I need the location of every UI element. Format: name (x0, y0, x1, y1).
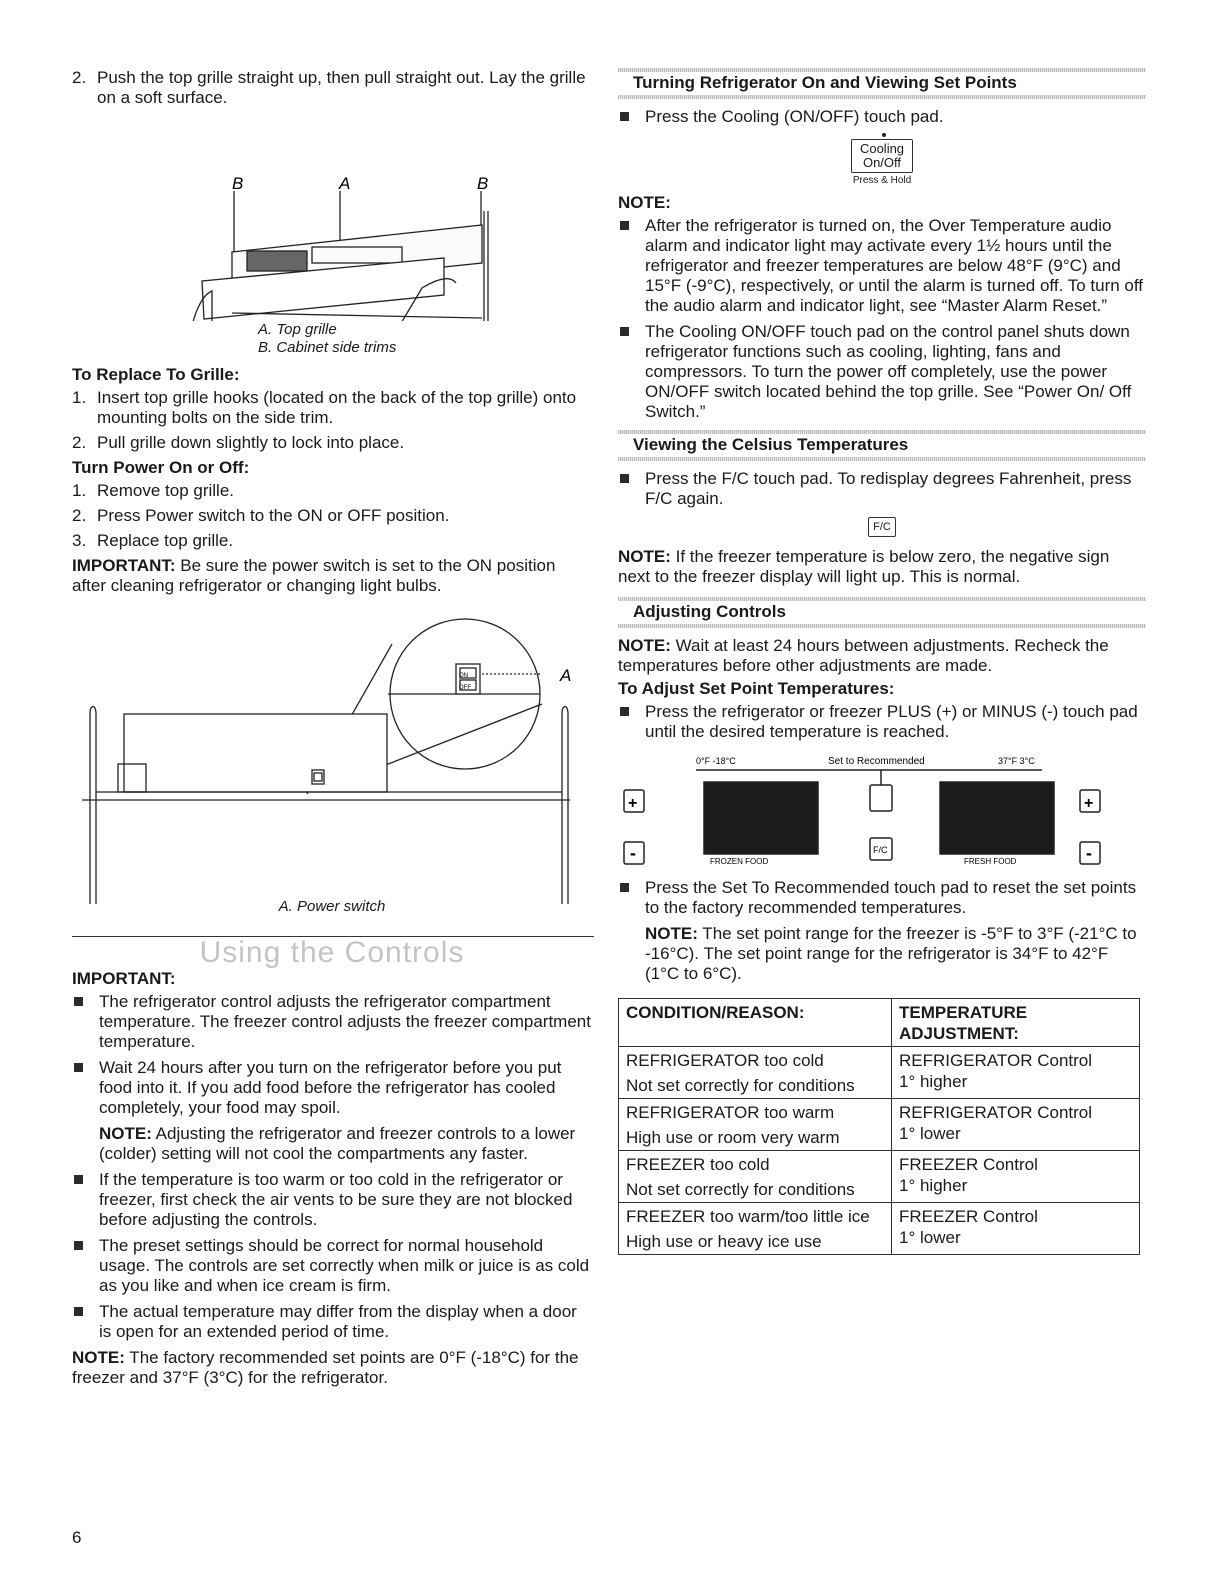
adjust-setpoint-heading: To Adjust Set Point Temperatures: (618, 679, 895, 698)
fridge-plus-pad: + (1084, 795, 1094, 812)
table-header-row (619, 999, 1140, 1047)
replace-step-1 (72, 388, 592, 428)
step-number: 3. (72, 531, 87, 550)
note-label: NOTE: (618, 547, 671, 566)
bullet-square-icon (618, 878, 645, 918)
control-text: FREEZER Control (899, 1207, 1038, 1226)
bullet-text: The actual temperature may differ from the display when a door is open for an extended period of time. (99, 1302, 577, 1341)
step-number: 1. (72, 388, 87, 407)
fresh-food-label: FRESH FOOD (964, 857, 1017, 866)
bullet-square-icon (618, 107, 645, 127)
frozen-food-label: FROZEN FOOD (710, 857, 769, 866)
important-text: Be sure the power switch is set to the ON position after cleaning refrigerator or changing light bulbs. (72, 556, 556, 595)
power-important (72, 556, 592, 596)
fc-pad-figure (618, 515, 1146, 537)
using-controls-title: Using the Controls (199, 936, 465, 969)
caption-top-grille: A. Top grille (258, 321, 337, 338)
label-b-right: B (477, 174, 489, 193)
table-row (619, 1151, 1140, 1203)
using-bullet-3 (72, 1170, 592, 1230)
degree-text: 1° lower (899, 1124, 961, 1143)
bullet-square-icon (618, 216, 645, 316)
replace-grille-heading: To Replace To Grille: (72, 365, 240, 384)
adjustment-cell (892, 1203, 1140, 1255)
bullet-square-icon (72, 1170, 99, 1230)
note-label: NOTE: (72, 1348, 125, 1367)
step-text: Remove top grille. (97, 481, 235, 500)
note-text: The set point range for the freezer is -5°F to 3°F (-21°C to -16°C). The set point range for the refrigerator is 34°F to 42°F (1°C to 6°C). (645, 924, 1137, 983)
using-note-1 (72, 1124, 592, 1164)
using-note-2 (72, 1348, 592, 1388)
using-bullet-2 (72, 1058, 592, 1118)
header-adjustment: TEMPERATURE ADJUSTMENT: (892, 999, 1140, 1047)
left-column (72, 68, 592, 1388)
condition-text: REFRIGERATOR too warm (626, 1103, 835, 1122)
fc-pad: F/C (873, 845, 888, 855)
bullet-text: Press the Cooling (ON/OFF) touch pad. (645, 107, 944, 126)
bullet-square-icon (618, 469, 645, 509)
adjustment-table (618, 998, 1140, 1255)
turning-on-heading: Turning Refrigerator On and Viewing Set Points (618, 68, 1146, 99)
control-text: REFRIGERATOR Control (899, 1103, 1093, 1122)
replace-step-2 (72, 433, 592, 453)
bullet-text: After the refrigerator is turned on, the Over Temperature audio alarm and indicator light may activate every 1½ hours until the refrigerator and freezer temperatures are below 48°F (9°C) and 15°F (-9°C), respectively, or until the alarm is turned off. To turn off the audio alarm and indicator light, see “Master Alarm Reset.” (645, 216, 1143, 315)
reason-text: Not set correctly for conditions (626, 1076, 855, 1095)
step-2 (72, 68, 592, 108)
indicator-dot-icon (882, 133, 886, 137)
top-grille-illustration (72, 113, 592, 321)
bullet-text: The Cooling ON/OFF touch pad on the control panel shuts down refrigerator functions such as cooling, lighting, fans and compressors. To turn the power off completely, use the power ON/OFF switch located behind the top grille. See “Power On/ Off Switch.” (645, 322, 1132, 421)
adjusting-heading: Adjusting Controls (618, 597, 1146, 628)
turning-bullet (618, 107, 1146, 127)
note-text: Wait at least 24 hours between adjustments. Recheck the temperatures before other adjustments are made. (618, 636, 1109, 675)
label-a-switch: A (560, 666, 572, 685)
table-row (619, 1047, 1140, 1099)
note-label: NOTE: (618, 636, 671, 655)
power-switch-figure (72, 614, 592, 904)
using-bullet-5 (72, 1302, 592, 1342)
bullet-square-icon (72, 992, 99, 1052)
step-text: Replace top grille. (97, 531, 234, 550)
degree-text: 1° higher (899, 1072, 968, 1091)
step-text: Press Power switch to the ON or OFF position. (97, 506, 450, 525)
right-column (618, 68, 1146, 1255)
degree-text: 1° lower (899, 1228, 961, 1247)
condition-text: FREEZER too cold (626, 1155, 770, 1174)
condition-cell (619, 1047, 892, 1099)
using-bullet-1 (72, 992, 592, 1052)
cooling-onoff-pad (851, 139, 913, 173)
fc-pad-icon: F/C (868, 517, 896, 537)
top-grille-figure (72, 113, 592, 321)
important-label: IMPORTANT: (72, 556, 176, 575)
reason-text: High use or heavy ice use (626, 1232, 822, 1251)
bullet-text: Press the Set To Recommended touch pad to reset the set points to the factory recommended temperatures. (645, 878, 1137, 917)
celsius-note (618, 547, 1146, 587)
control-panel-figure (618, 748, 1146, 878)
reason-text: High use or room very warm (626, 1128, 840, 1147)
condition-text: REFRIGERATOR too cold (626, 1051, 824, 1070)
step-number: 2. (72, 506, 87, 525)
step-text: Pull grille down slightly to lock into place. (97, 433, 405, 452)
bullet-text: The refrigerator control adjusts the refrigerator compartment temperature. The freezer control adjusts the freezer compartment temperature. (99, 992, 591, 1051)
pad-line-1: Cooling (859, 141, 905, 156)
control-text: FREEZER Control (899, 1155, 1038, 1174)
power-step-3 (72, 531, 592, 551)
set-recommended-label: Set to Recommended (828, 756, 925, 767)
bullet-square-icon (618, 322, 645, 422)
table-row (619, 1203, 1140, 1255)
caption-side-trims: B. Cabinet side trims (258, 339, 397, 356)
bullet-text: Press the F/C touch pad. To redisplay degrees Fahrenheit, press F/C again. (645, 469, 1132, 508)
pad-caption: Press & Hold (852, 175, 912, 186)
adjustment-cell (892, 1151, 1140, 1203)
bullet-text: The preset settings should be correct for normal household usage. The controls are set correctly when milk or juice is as cold as you like and when ice cream is firm. (99, 1236, 590, 1295)
note-text: The factory recommended set points are 0°F (-18°C) for the freezer and 37°F (3°C) for the refrigerator. (72, 1348, 579, 1387)
turning-note-1 (618, 216, 1146, 316)
power-step-1 (72, 481, 592, 501)
step-text: Insert top grille hooks (located on the back of the top grille) onto mounting bolts on the side trim. (97, 388, 577, 427)
power-heading: Turn Power On or Off: (72, 458, 250, 477)
freezer-plus-pad: + (628, 795, 638, 812)
top-grille-captions (72, 321, 592, 357)
bullet-square-icon (72, 1236, 99, 1296)
turning-note-heading: NOTE: (618, 193, 671, 212)
degree-text: 1° higher (899, 1176, 968, 1195)
cooling-pad-figure (618, 133, 1146, 187)
step-number: 2. (72, 433, 87, 452)
bullet-text: If the temperature is too warm or too cold in the refrigerator or freezer, first check the air vents to be sure they are not blocked before adjusting the controls. (99, 1170, 573, 1229)
bullet-square-icon (618, 702, 645, 742)
bullet-text: Wait 24 hours after you turn on the refrigerator before you put food into it. If you add food before the refrigerator has cooled completely, your food may spoil. (99, 1058, 562, 1117)
reason-text: Not set correctly for conditions (626, 1180, 855, 1199)
using-important-heading: IMPORTANT: (72, 969, 176, 988)
condition-text: FREEZER too warm/too little ice (626, 1207, 870, 1226)
page-number: 6 (72, 1528, 82, 1547)
note-label: NOTE: (645, 924, 698, 943)
label-a: A (339, 174, 351, 193)
freezer-minus-pad: - (630, 843, 636, 863)
condition-cell (619, 1203, 892, 1255)
adjustment-cell (892, 1099, 1140, 1151)
turning-note-2 (618, 322, 1146, 422)
header-condition: CONDITION/REASON: (619, 999, 892, 1047)
using-bullet-4 (72, 1236, 592, 1296)
adjusting-note (618, 636, 1146, 676)
step-number: 2. (72, 68, 87, 87)
adjusting-note-2 (618, 924, 1146, 984)
adjustment-cell (892, 1047, 1140, 1099)
fridge-minus-pad: - (1086, 843, 1092, 863)
control-text: REFRIGERATOR Control (899, 1051, 1093, 1070)
step-text: Push the top grille straight up, then pull straight out. Lay the grille on a soft surface. (97, 68, 586, 107)
control-panel-illustration (618, 748, 1146, 878)
adjusting-bullet-2 (618, 878, 1146, 918)
bullet-text: Press the refrigerator or freezer PLUS (+) or MINUS (-) touch pad until the desired temperature is reached. (645, 702, 1138, 741)
note-label: NOTE: (99, 1124, 152, 1143)
freezer-default-temp: 0°F -18°C (696, 756, 736, 766)
condition-cell (619, 1099, 892, 1151)
note-text: If the freezer temperature is below zero, the negative sign next to the freezer display will light up. This is normal. (618, 547, 1110, 586)
fridge-default-temp: 37°F 3°C (998, 756, 1035, 766)
caption-power-switch: A. Power switch (278, 898, 386, 915)
label-b-left: B (232, 174, 244, 193)
pad-line-2: On/Off (862, 155, 902, 170)
table-row (619, 1099, 1140, 1151)
bullet-square-icon (72, 1302, 99, 1342)
power-switch-illustration (72, 614, 592, 904)
step-number: 1. (72, 481, 87, 500)
switch-off-label: OFF (459, 685, 471, 691)
bullet-square-icon (72, 1058, 99, 1118)
condition-cell (619, 1151, 892, 1203)
power-step-2 (72, 506, 592, 526)
adjusting-bullet-1 (618, 702, 1146, 742)
celsius-bullet (618, 469, 1146, 509)
celsius-heading: Viewing the Celsius Temperatures (618, 430, 1146, 461)
switch-on-label: ON (459, 673, 468, 679)
note-text: Adjusting the refrigerator and freezer controls to a lower (colder) setting will not cool the compartments any faster. (99, 1124, 576, 1163)
